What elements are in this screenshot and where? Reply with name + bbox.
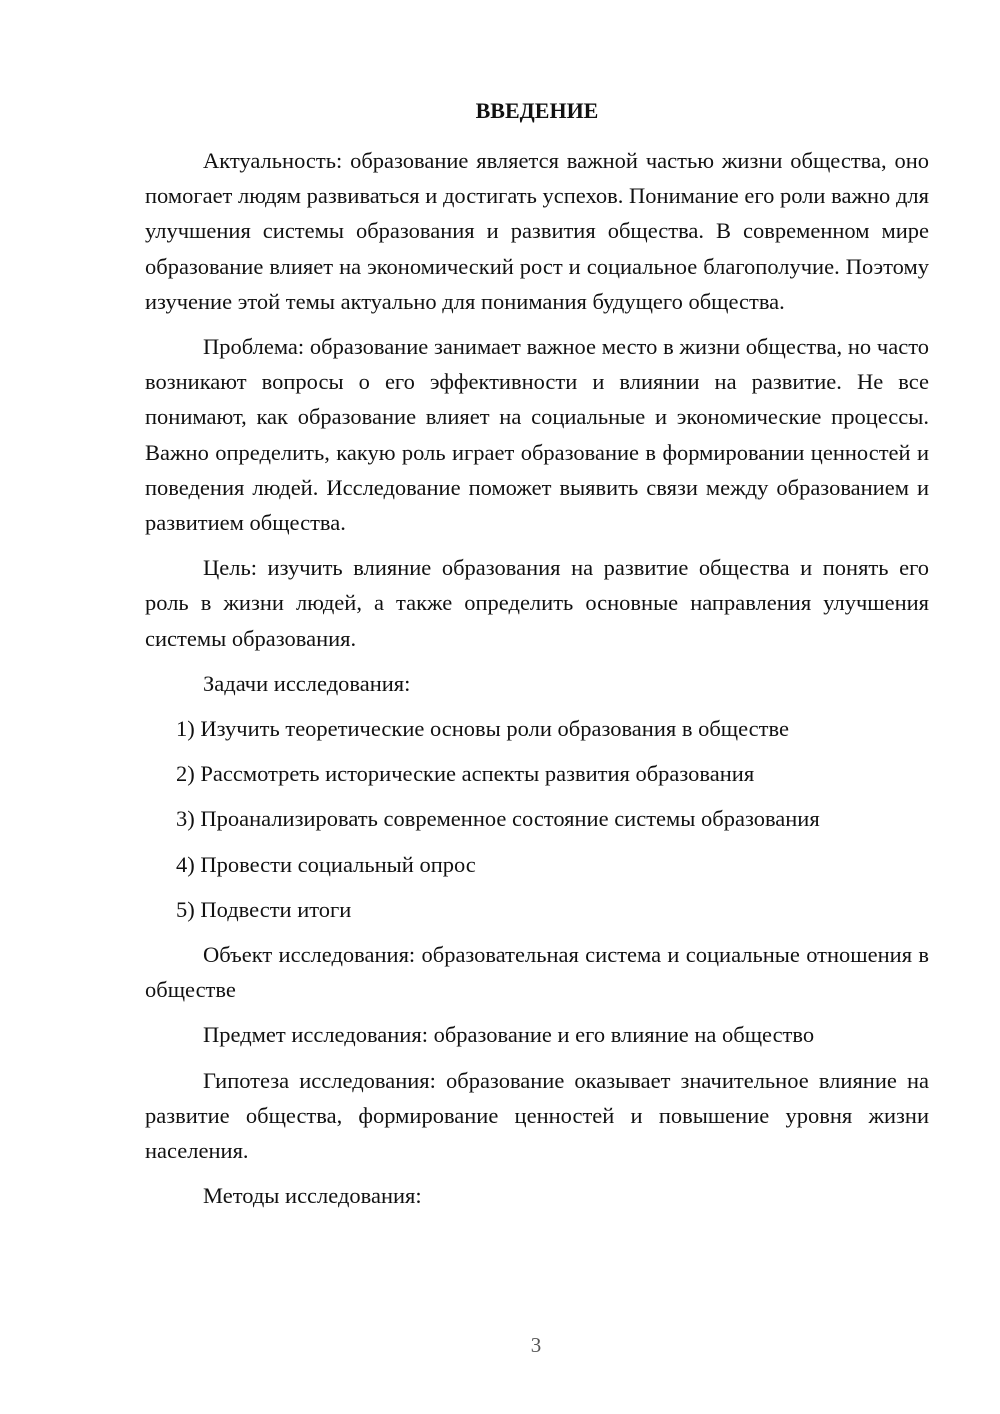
tasks-list (145, 711, 929, 927)
document-body (145, 143, 929, 1223)
paragraph-relevance: Актуальность: образование является важной частью жизни общества, оно помогает людям развиваться и достигать успехов. Понимание его роли важно для улучшения системы образования и развития общества. В современном мире образование влияет на экономический рост и социальное благополучие. Поэтому изучение этой темы актуально для понимания будущего общества. (145, 148, 929, 314)
page-number: 3 (530, 1333, 542, 1357)
paragraph-hypothesis: Гипотеза исследования: образование оказывает значительное влияние на развитие общества, формирование ценностей и повышение уровня жизни населения. (145, 1067, 929, 1164)
list-item: 5) Подвести итоги (176, 896, 352, 922)
tasks-heading: Задачи исследования: (203, 670, 411, 696)
paragraph-problem: Проблема: образование занимает важное место в жизни общества, но часто возникают вопросы о его эффективности и влиянии на развитие. Не все понимают, как образование влияет на социальные и экономические процессы. Важно определить, какую роль играет образование в формировании ценностей и поведения людей. Исследование поможет выявить связи между образованием и развитием общества. (145, 334, 929, 536)
paragraph-methods: Методы исследования: (203, 1183, 422, 1209)
list-item: 1) Изучить теоретические основы роли образования в обществе (176, 716, 789, 742)
paragraph-subject: Предмет исследования: образование и его влияние на общество (203, 1022, 815, 1048)
page-title: ВВЕДЕНИЕ (475, 98, 599, 123)
paragraph-object: Объект исследования: образовательная система и социальные отношения в обществе (145, 942, 929, 1003)
paragraph-goal: Цель: изучить влияние образования на развитие общества и понять его роль в жизни людей, а также определить основные направления улучшения системы образования. (145, 555, 929, 651)
list-item: 2) Рассмотреть исторические аспекты развития образования (176, 761, 755, 787)
list-item: 3) Проанализировать современное состояние системы образования (176, 806, 820, 832)
list-item: 4) Провести социальный опрос (176, 851, 476, 877)
